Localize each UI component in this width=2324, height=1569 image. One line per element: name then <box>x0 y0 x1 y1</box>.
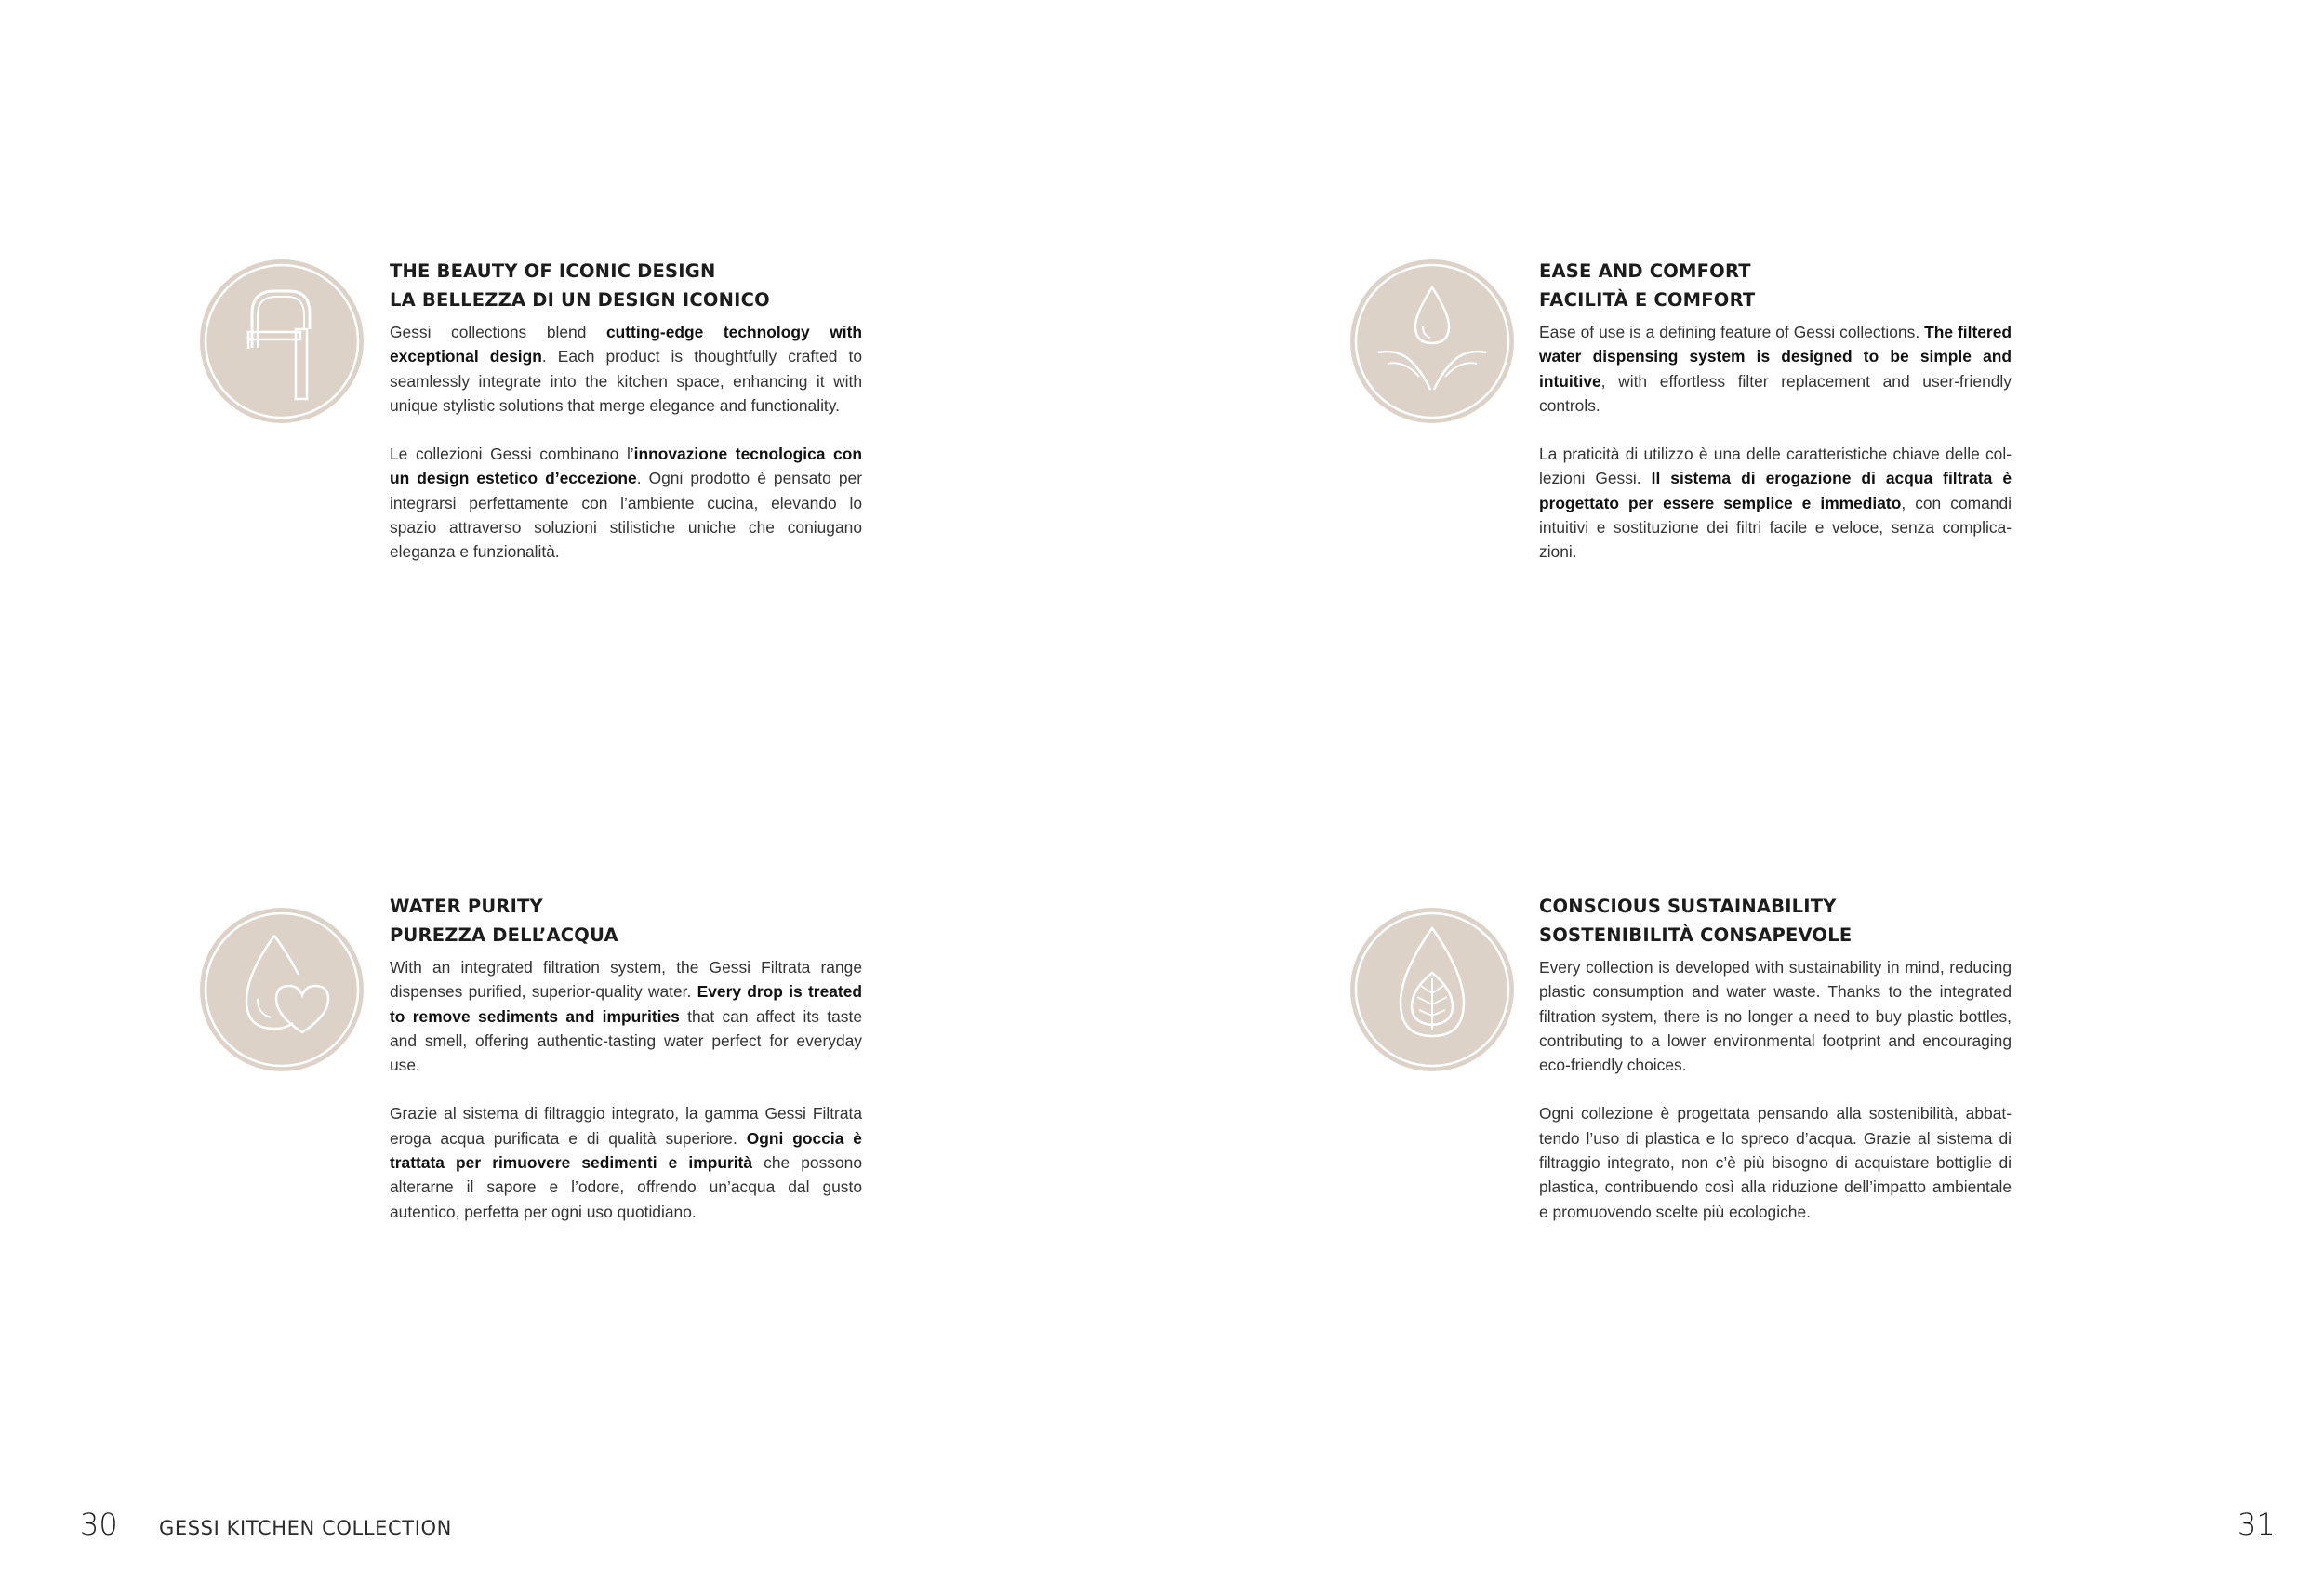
faucet-icon <box>200 259 364 423</box>
text-run-bold: Every drop is treated to remove sediments and impurities <box>390 982 862 1026</box>
text-run: Grazie al sistema di filtraggio integrato, la gamma Gessi Filtrata eroga acqua purificata e di qualità superiore. <box>390 1104 862 1148</box>
text-run: that can affect its taste and smell, offering authentic-tasting water perfect for everyday use. <box>390 1006 862 1075</box>
text-run: che possono alterarne il sapore e l’odore, offrendo un’acqua dal gusto autentico, perfetta per ogni uso quotidiano. <box>390 1153 863 1221</box>
feature-title-en: WATER PURITY <box>390 896 543 917</box>
water-drop-heart-icon <box>200 908 364 1071</box>
text-run: Every collection is developed with sustainability in mind, reducing plastic consumption and water waste. Thanks to the integrated filtration system, there is no longer a need to buy plastic bottles, contributing to a lower environmental footprint and encouraging eco-friendly choices. <box>1539 958 2012 1075</box>
feature-title-en: CONSCIOUS SUSTAINABILITY <box>1539 896 1837 917</box>
feature-title-it: PUREZZA DELL’ACQUA <box>390 924 618 946</box>
text-run-bold: The filtered water dispensing system is designed to be simple and intuitive <box>1539 323 2012 391</box>
feature-title-it: FACILITÀ E COMFORT <box>1539 289 1756 311</box>
feature-text-it <box>1539 1101 2012 1223</box>
text-run-bold: Ogni goccia è trattata per rimuovere sedimenti e impurità <box>390 1128 862 1173</box>
text-run-bold: cutting-edge technology with exceptional design <box>390 323 862 366</box>
text-run: With an integrated filtration system, the Gessi Filtrata range dispenses purified, superior-quality water. <box>390 958 862 1002</box>
feature-text-it <box>1539 442 2012 564</box>
page-number-right: 31 <box>2238 1507 2276 1542</box>
feature-text-en <box>390 320 862 418</box>
feature-text-it <box>390 442 862 564</box>
text-run: , con comandi intuitivi e sostituzione dei filtri facile e veloce, senza complicazioni. <box>1539 493 2012 562</box>
water-drop-leaf-icon <box>1350 908 1514 1071</box>
text-run: Le collezioni Gessi combinano l’ <box>390 445 634 464</box>
hands-water-drop-icon <box>1350 259 1514 423</box>
footer-collection-label: GESSI KITCHEN COLLECTION <box>159 1517 452 1539</box>
feature-text-en <box>1539 320 2012 418</box>
feature-title-en: THE BEAUTY OF ICONIC DESIGN <box>390 260 716 282</box>
text-run: , with effortless filter replacement and user-friendly controls. <box>1539 371 2012 415</box>
text-run-bold: innovazione tecnologica con un design estetico d’eccezione <box>390 445 862 488</box>
text-run: . Ogni prodotto è pensato per integrarsi perfettamente con l’ambiente cucina, elevando lo spazio attraverso soluzioni stilistiche uniche che coniugano eleganza e funzionalità. <box>390 469 862 562</box>
feature-text-en <box>1539 955 2012 1077</box>
text-run: . Each product is thoughtfully crafted to seamlessly integrate into the kitchen space, enhancing it with unique stylistic solutions that merge elegance and functionality. <box>390 347 862 415</box>
text-run-bold: Il sistema di erogazione di acqua filtrata è progettato per essere semplice e immediato <box>1539 469 2012 512</box>
text-run: Gessi collections blend <box>390 323 606 341</box>
text-run: La praticità di utilizzo è una delle caratteristiche chiave delle collezioni Gessi. <box>1539 445 2012 488</box>
feature-title-it: SOSTENIBILITÀ CONSAPEVOLE <box>1539 924 1853 946</box>
feature-title-it: LA BELLEZZA DI UN DESIGN ICONICO <box>390 289 770 311</box>
feature-title-en: EASE AND COMFORT <box>1539 260 1751 282</box>
page-number-left: 30 <box>80 1507 118 1542</box>
text-run: Ogni collezione è progettata pensando alla sostenibilità, abbattendo l’uso di plastica e lo spreco d’acqua. Grazie al sistema di filtraggio integrato, non c’è più bisogno di acquistare bottiglie di plastica, contribuendo così alla riduzione dell’impatto ambientale e promuovendo scelte più ecologiche. <box>1539 1104 2012 1221</box>
text-run: Ease of use is a defining feature of Gessi collections. <box>1539 323 1925 341</box>
feature-text-en <box>390 955 862 1077</box>
feature-text-it <box>390 1101 862 1223</box>
